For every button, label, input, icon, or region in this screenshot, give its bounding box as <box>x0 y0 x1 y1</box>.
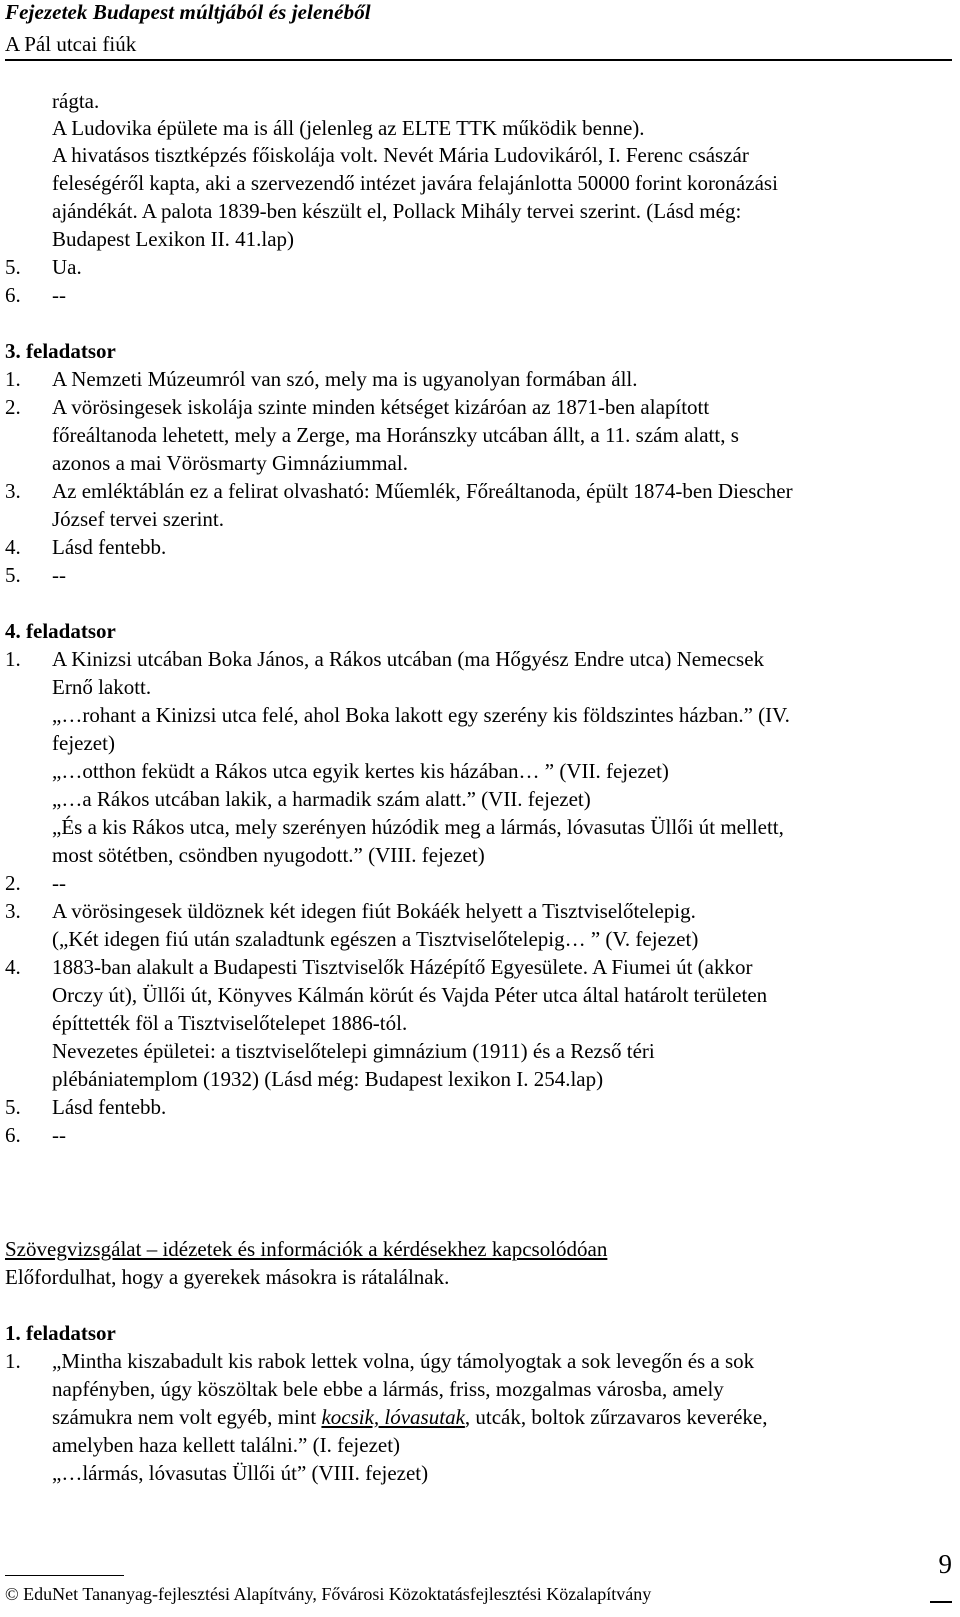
quote-line: („Két idegen fiú után szaladtunk egészen a Tisztviselőtelepig… ” (V. fejezet) <box>52 927 699 951</box>
quote-text: , utcák, boltok zűrzavaros keveréke, <box>464 1405 768 1429</box>
quote-line: „…otthon feküdt a Rákos utca egyik kertes kis házában… ” (VII. fejezet) <box>52 759 669 783</box>
list-number: 3. <box>5 479 21 503</box>
list-item: -- <box>52 283 66 307</box>
text-line: ajándékát. A palota 1839-ben készült el, Pollack Mihály tervei szerint. (Lásd még: <box>52 199 742 223</box>
list-item: -- <box>52 871 66 895</box>
header-divider <box>5 59 952 61</box>
list-number: 4. <box>5 535 21 559</box>
quote-line <box>52 1404 768 1431</box>
quote-line: „…rohant a Kinizsi utca felé, ahol Boka lakott egy szerény kis földszintes házban.” (IV. <box>52 703 790 727</box>
list-number: 2. <box>5 871 21 895</box>
page-number: 9 <box>938 1549 952 1579</box>
section-heading: 4. feladatsor <box>5 619 116 643</box>
list-number: 1. <box>5 647 21 671</box>
section-heading: 1. feladatsor <box>5 1321 116 1345</box>
text-line: rágta. <box>52 89 100 113</box>
list-item: 1883-ban alakult a Budapesti Tisztviselők Házépítő Egyesülete. A Fiumei út (akkor <box>52 955 753 979</box>
list-number: 5. <box>5 563 21 587</box>
section-note: Előfordulhat, hogy a gyerekek másokra is rátalálnak. <box>5 1265 450 1289</box>
list-item: főreáltanoda lehetett, mely a Zerge, ma Horánszky utcában állt, a 11. szám alatt, s <box>52 423 739 447</box>
list-item: plébániatemplom (1932) (Lásd még: Budapest lexikon I. 254.lap) <box>52 1067 604 1091</box>
list-item: József tervei szerint. <box>52 507 225 531</box>
list-number: 4. <box>5 955 21 979</box>
page-number-underline <box>930 1601 952 1603</box>
emphasized-phrase: kocsik, lóvasutak <box>321 1405 465 1429</box>
section-heading: 3. feladatsor <box>5 339 116 363</box>
quote-line: „…a Rákos utcában lakik, a harmadik szám alatt.” (VII. fejezet) <box>52 787 591 811</box>
quote-line: amelyben haza kellett találni.” (I. fejezet) <box>52 1433 401 1457</box>
list-number: 1. <box>5 1349 21 1373</box>
document-subtitle: A Pál utcai fiúk <box>5 32 137 56</box>
list-item: Ua. <box>52 255 82 279</box>
list-number: 1. <box>5 367 21 391</box>
quote-line: fejezet) <box>52 731 115 755</box>
document-title: Fejezetek Budapest múltjából és jelenéből <box>5 0 371 24</box>
list-item: A vörösingesek üldöznek két idegen fiút Bokáék helyett a Tisztviselőtelepig. <box>52 899 696 923</box>
text-line: Budapest Lexikon II. 41.lap) <box>52 227 295 251</box>
quote-line: most sötétben, csöndben nyugodott.” (VIII. fejezet) <box>52 843 485 867</box>
list-item: Az emléktáblán ez a felirat olvasható: Műemlék, Főreáltanoda, épült 1874-ben Diescher <box>52 479 793 503</box>
list-item: Lásd fentebb. <box>52 1095 167 1119</box>
quote-text: számukra nem volt egyéb, mint <box>52 1405 322 1429</box>
list-item: Lásd fentebb. <box>52 535 167 559</box>
list-item: építtették föl a Tisztviselőtelepet 1886-tól. <box>52 1011 408 1035</box>
list-item: A vörösingesek iskolája szinte minden kétséget kizáróan az 1871-ben alapított <box>52 395 710 419</box>
quote-line: „És a kis Rákos utca, mely szerényen húzódik meg a lármás, lóvasutas Üllői út mellett, <box>52 815 784 839</box>
list-item: -- <box>52 1123 66 1147</box>
quote-line: „Mintha kiszabadult kis rabok lettek volna, úgy támolyogtak a sok levegőn és a sok <box>52 1349 755 1373</box>
list-number: 3. <box>5 899 21 923</box>
list-number: 5. <box>5 1095 21 1119</box>
list-number: 2. <box>5 395 21 419</box>
list-number: 5. <box>5 255 21 279</box>
section-title: Szövegvizsgálat – idézetek és információk a kérdésekhez kapcsolódóan <box>5 1237 608 1261</box>
list-number: 6. <box>5 1123 21 1147</box>
text-line: feleségéről kapta, aki a szervezendő intézet javára felajánlotta 50000 forint koronázási <box>52 171 778 195</box>
text-line: A Ludovika épülete ma is áll (jelenleg az ELTE TTK működik benne). <box>52 116 645 140</box>
text-line: A hivatásos tisztképzés főiskolája volt. Nevét Mária Ludovikáról, I. Ferenc császár <box>52 143 749 167</box>
list-item: A Kinizsi utcában Boka János, a Rákos utcában (ma Hőgyész Endre utca) Nemecsek <box>52 647 765 671</box>
list-item: Nevezetes épületei: a tisztviselőtelepi gimnázium (1911) és a Rezső téri <box>52 1039 655 1063</box>
list-item: A Nemzeti Múzeumról van szó, mely ma is ugyanolyan formában áll. <box>52 367 638 391</box>
list-number: 6. <box>5 283 21 307</box>
list-item: -- <box>52 563 66 587</box>
list-item: Orczy út), Üllői út, Könyves Kálmán körút és Vajda Péter utca által határolt területen <box>52 983 768 1007</box>
quote-line: „…lármás, lóvasutas Üllői út” (VIII. fejezet) <box>52 1461 429 1485</box>
list-item: azonos a mai Vörösmarty Gimnáziummal. <box>52 451 408 475</box>
footnote-separator <box>5 1575 124 1576</box>
quote-line: napfényben, úgy köszöltak bele ebbe a lármás, friss, mozgalmas városba, amely <box>52 1377 724 1401</box>
copyright-text: © EduNet Tananyag-fejlesztési Alapítvány, Fővárosi Közoktatásfejlesztési Közalapítvány <box>5 1584 652 1604</box>
list-item: Ernő lakott. <box>52 675 152 699</box>
